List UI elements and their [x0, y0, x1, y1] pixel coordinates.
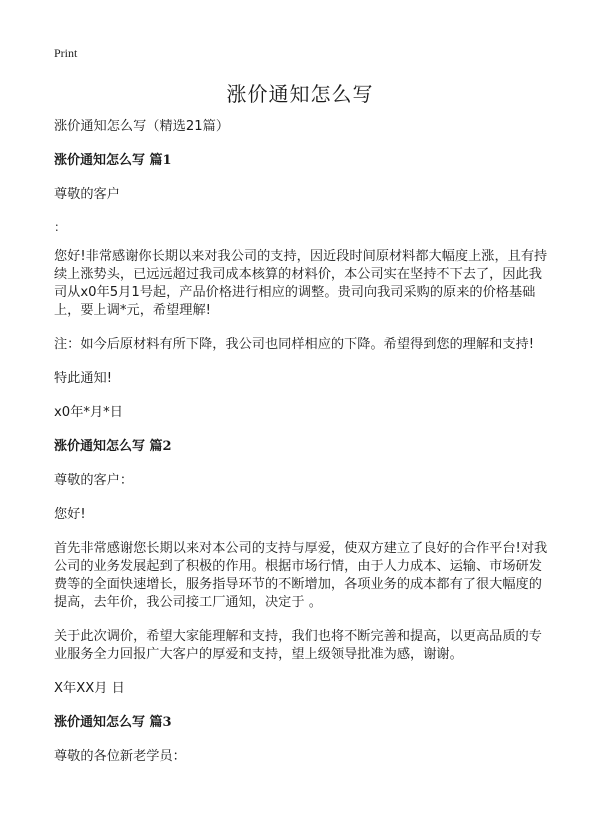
colon-line: ：: [54, 220, 67, 234]
notice-line: 特此通知!: [54, 371, 113, 386]
page-title: 涨价通知怎么写: [226, 82, 374, 106]
body-paragraph: 关于此次调价，希望大家能理解和支持，我们也将不断完善和提高，以更高品质的专业服务全力回报广大客户的厚爱和支持，望上级领导批准为感，谢谢。: [54, 629, 542, 662]
date-line: X年XX月 日: [54, 681, 125, 696]
greeting: 您好!: [54, 507, 86, 522]
document-body: [54, 118, 554, 782]
date-line: x0年*月*日: [54, 405, 123, 420]
section-heading-2: 涨价通知怎么写 篇2: [54, 439, 172, 454]
body-paragraph: 首先非常感谢您长期以来对本公司的支持与厚爱，使双方建立了良好的合作平台!对我公司的业务发展起到了积极的作用。根据市场行情，由于人力成本、运输、市场研发费等的全面快速增长，服务指导环节的不断增加，各项业务的成本都有了很大幅度的提高，去年价，我公司接工厂通知，决定于 。: [54, 541, 548, 610]
salutation: 尊敬的客户: [54, 187, 120, 202]
salutation: 尊敬的各位新老学员：: [54, 749, 186, 764]
body-paragraph: 您好!非常感谢你长期以来对我公司的支持，因近段时间原材料都大幅度上涨，且有持续上涨势头，已远远超过我司成本核算的材料价，本公司实在坚持不下去了，因此我司从x0年5月1号起，产品价格进行相应的调整。贵司向我司采购的原来的价格基础上，要上调*元，希望理解!: [54, 249, 548, 318]
section-heading-3: 涨价通知怎么写 篇3: [54, 715, 172, 730]
print-link[interactable]: Print: [54, 46, 78, 60]
note-paragraph: 注：如今后原材料有所下降，我公司也同样相应的下降。希望得到您的理解和支持!: [54, 337, 535, 352]
section-heading-1: 涨价通知怎么写 篇1: [54, 153, 172, 168]
salutation: 尊敬的客户：: [54, 473, 134, 488]
intro-line: 涨价通知怎么写（精选21篇）: [54, 119, 230, 134]
